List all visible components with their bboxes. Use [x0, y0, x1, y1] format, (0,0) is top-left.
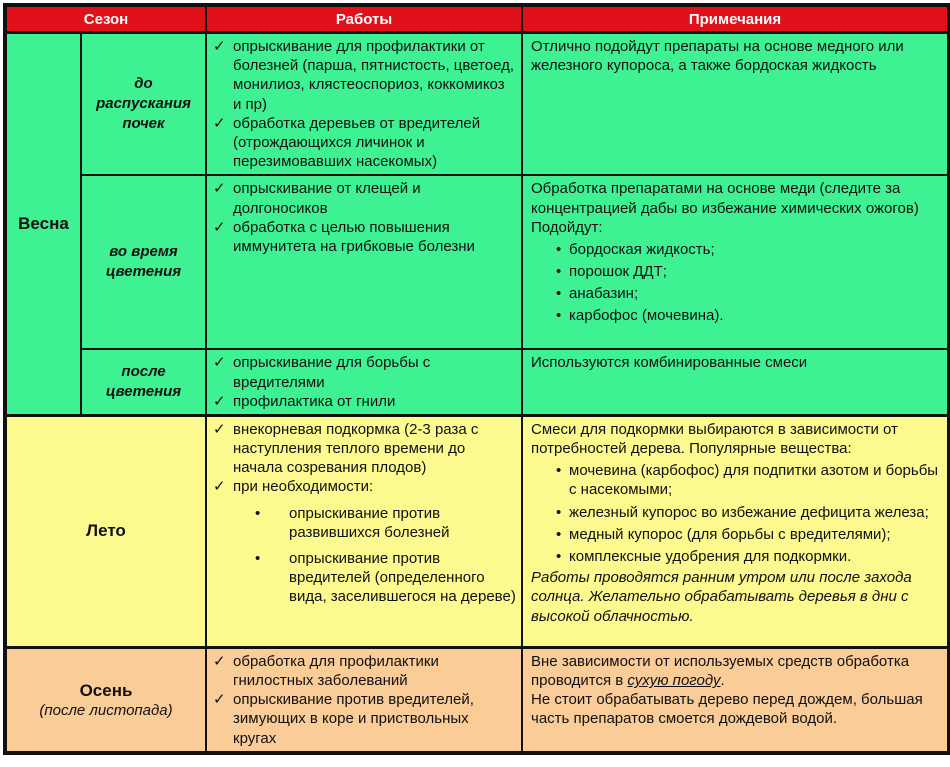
list-item: ✓ обработка для профилактики гнилостных заболеваний [213, 652, 439, 690]
list-item: Подойдут: [531, 218, 603, 236]
list-item: ✓ обработка с целью повышения иммунитета на грибковые болезни [213, 218, 475, 255]
list-item: Обработка препаратами на основе меди (следите за концентрацией дабы во избежание химических ожогов) [531, 180, 919, 217]
notes-spring-during-bloom [522, 175, 949, 349]
bullet-icon: • [556, 503, 562, 521]
check-icon: ✓ [213, 420, 226, 438]
table-row-spring-after-bloom [5, 349, 949, 415]
list-item: ✓ при необходимости: [213, 478, 374, 496]
text-segment: сухую погоду [627, 672, 721, 690]
list-item [531, 652, 942, 690]
seasonal-care-table [3, 3, 950, 755]
works-autumn [206, 647, 522, 752]
bullet-icon: • [255, 504, 261, 522]
check-icon: ✓ [213, 354, 226, 372]
list-item: Не стоит обрабатывать дерево перед дождем, большая часть препаратов смоется дождевой водой. [531, 691, 923, 728]
text-segment: Вне зависимости от используемых средств обработка проводится в [531, 652, 910, 690]
text-segment: . [720, 672, 725, 690]
bullet-icon: • [255, 550, 261, 567]
list-item: • анабазин; [556, 285, 639, 303]
header-works: Работы [206, 5, 522, 33]
notes-spring-before-buds [522, 33, 949, 176]
season-label-summer: Лето [5, 415, 206, 647]
list-item: Работы проводятся ранним утром или после захода солнца. Желательно обрабатывать деревья в дни с высокой облачностью. [531, 569, 912, 625]
bullet-icon: • [556, 240, 562, 258]
list-item: ✓ опрыскивание от клещей и долгоносиков [213, 180, 421, 217]
check-icon: ✓ [213, 180, 226, 198]
header-row [5, 5, 949, 33]
notes-spring-after-bloom [522, 349, 949, 415]
list-item: • комплексные удобрения для подкормки. [556, 548, 852, 565]
check-icon: ✓ [213, 478, 226, 496]
list-item: • медный купорос (для борьбы с вредителями); [556, 525, 891, 543]
bullet-icon: • [556, 548, 562, 565]
list-item: ✓ опрыскивание для профилактики от болезней (парша, пятнистость, цветоед, монилиоз, клястеоспориоз, коккомикоз и пр) [213, 38, 515, 113]
works-summer [206, 415, 522, 647]
bullet-icon: • [556, 525, 562, 543]
list-item: ✓ внекорневая подкормка (2-3 раза с наступления теплого времени до начала созревания плодов) [213, 420, 479, 477]
check-icon: ✓ [213, 218, 226, 236]
check-icon: ✓ [213, 691, 226, 709]
list-item: • карбофос (мочевина). [556, 307, 724, 325]
table-row-autumn [5, 647, 949, 752]
list-item: • мочевина (карбофос) для подпитки азотом и борьбы с насекомыми; [556, 462, 939, 499]
list-item: • опрыскивание против развившихся болезней [255, 504, 450, 541]
works-spring-during-bloom [206, 175, 522, 349]
list-item: Отлично подойдут препараты на основе медного или железного купороса, а также бордоская жидкость [531, 38, 904, 75]
table-row-spring-before-buds [5, 33, 949, 176]
list-item: • железный купорос во избежание дефицита железа; [556, 503, 929, 521]
list-item: Смеси для подкормки выбираются в зависимости от потребностей дерева. Популярные вещества: [531, 420, 898, 458]
list-item: • бордоская жидкость; [556, 240, 715, 258]
season-label-autumn [5, 647, 206, 752]
autumn-subtitle: (после листопада) [39, 701, 173, 719]
bullet-icon: • [556, 462, 562, 480]
autumn-title: Осень [79, 680, 133, 700]
notes-summer [522, 415, 949, 647]
list-item: ✓ обработка деревьев от вредителей (отрождающихся личинок и перезимовавших насекомых) [213, 114, 481, 171]
notes-autumn [522, 647, 949, 752]
list-item: ✓ опрыскивание для борьбы с вредителями [213, 354, 431, 391]
list-item: Используются комбинированные смеси [531, 354, 808, 372]
check-icon: ✓ [213, 114, 226, 132]
works-spring-after-bloom [206, 349, 522, 415]
bullet-icon: • [556, 285, 562, 303]
period-label-after-bloom: после цветения [81, 349, 206, 415]
table-row-spring-during-bloom [5, 175, 949, 349]
works-spring-before-buds [206, 33, 522, 176]
list-item: • порошок ДДТ; [556, 263, 667, 281]
check-icon: ✓ [213, 392, 226, 410]
bullet-icon: • [556, 263, 562, 281]
header-season: Сезон [5, 5, 206, 33]
bullet-icon: • [556, 307, 562, 325]
list-item: • опрыскивание против вредителей (определенного вида, заселившегося на дереве) [255, 550, 516, 606]
period-label-during-bloom: во время цветения [81, 175, 206, 349]
check-icon: ✓ [213, 652, 226, 670]
list-item: ✓ опрыскивание против вредителей, зимующих в коре и приствольных кругах [213, 691, 474, 747]
check-icon: ✓ [213, 38, 226, 55]
period-label-before-buds: до распускания почек [81, 33, 206, 176]
table-row-summer [5, 415, 949, 647]
header-notes: Примечания [522, 5, 949, 33]
list-item: ✓ профилактика от гнили [213, 392, 396, 410]
season-label-spring: Весна [5, 33, 81, 416]
